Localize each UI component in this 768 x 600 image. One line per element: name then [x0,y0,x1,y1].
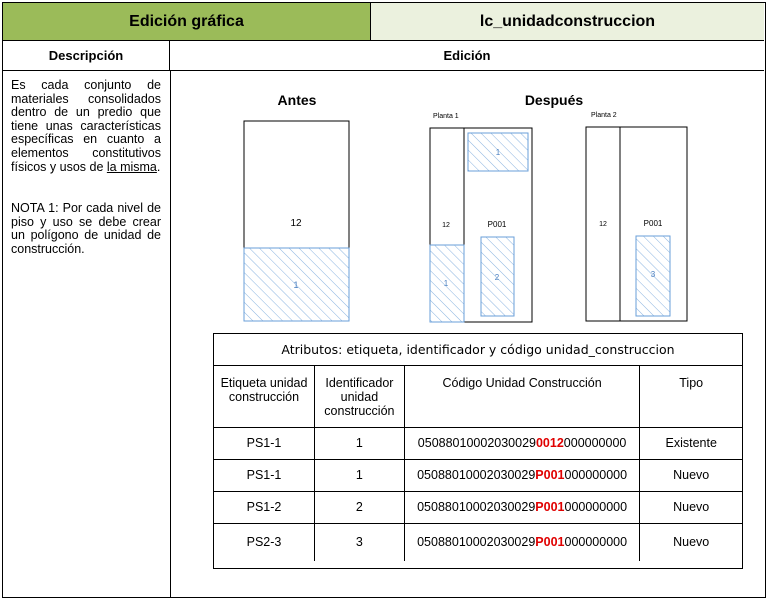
col-header-tipo: Tipo [640,366,742,427]
cell-code [404,523,640,561]
col-header-identificador: Identificador unidad construcción [315,366,405,427]
despues-label: Después [524,92,584,108]
cell-id: 3 [315,523,405,561]
cell-code [404,427,640,459]
code-prefix: 05088010002030029 [417,468,536,482]
description-text [11,79,161,285]
code-suffix: 000000000 [564,500,628,514]
planta1-parcel-number: 12 [442,222,450,229]
cell-etiqueta: PS1-2 [214,491,315,523]
antes-unit-number: 1 [293,280,299,290]
cell-etiqueta: PS2-3 [214,523,315,561]
attributes-table [214,366,742,561]
cell-etiqueta: PS1-1 [214,427,315,459]
nota-paragraph: NOTA 1: Por cada nivel de piso y uso se debe crear un polígono de unidad de construcción. [11,201,161,256]
description-paragraph [11,79,161,174]
table-row [214,427,742,459]
code-highlight: P001 [535,500,565,514]
cell-tipo: Nuevo [640,523,742,561]
header-right-title: lc_unidadconstruccion [371,3,764,41]
header-left-title: Edición gráfica [3,3,371,41]
subheader-description: Descripción [3,41,170,71]
antes-parcel-number: 12 [290,218,302,229]
code-prefix: 05088010002030029 [417,500,536,514]
planta2-label: Planta 2 [591,112,617,119]
col-header-etiqueta: Etiqueta unidad construcción [214,366,315,427]
planta2-unit-inner-number: 3 [650,270,656,279]
edition-diagram [171,71,763,333]
planta2-parcel-number: 12 [599,221,607,228]
table-row [214,459,742,491]
cell-tipo: Nuevo [640,491,742,523]
planta2-unit-label: P001 [643,219,663,228]
subheader-edition: Edición [170,41,764,71]
planta1-unit-left-number: 1 [443,279,449,288]
antes-label: Antes [277,92,317,108]
code-highlight: P001 [535,468,565,482]
description-underlined: la misma [106,159,157,174]
diagram-svg [171,71,763,333]
attributes-table-box [213,333,743,569]
cell-id: 1 [315,427,405,459]
cell-code [404,491,640,523]
code-suffix: 000000000 [564,468,628,482]
planta1-unit-label: P001 [487,220,507,229]
code-highlight: P001 [535,535,565,550]
cell-code [404,459,640,491]
code-highlight: 0012 [535,436,564,450]
table-row [214,491,742,523]
code-suffix: 000000000 [564,535,628,550]
attributes-title: Atributos: etiqueta, identificador y código unidad_construccion [214,334,742,366]
code-prefix: 05088010002030029 [417,436,536,450]
code-suffix: 000000000 [563,436,627,450]
col-header-codigo: Código Unidad Construcción [404,366,640,427]
planta1-unit-top-number: 1 [495,148,501,157]
description-end: . [156,159,161,174]
cell-id: 2 [315,491,405,523]
cell-id: 1 [315,459,405,491]
table-row [214,523,742,561]
cell-tipo: Existente [640,427,742,459]
cell-tipo: Nuevo [640,459,742,491]
table-header-row [214,366,742,427]
planta1-unit-inner-number: 2 [494,273,500,282]
cell-etiqueta: PS1-1 [214,459,315,491]
planta1-label: Planta 1 [433,113,459,120]
code-prefix: 05088010002030029 [417,535,536,550]
description-main: Es cada conjunto de materiales consolidados dentro de un predio que tiene unas características específicas en cuanto a elementos constitutivos físicos y usos de [11,78,161,174]
